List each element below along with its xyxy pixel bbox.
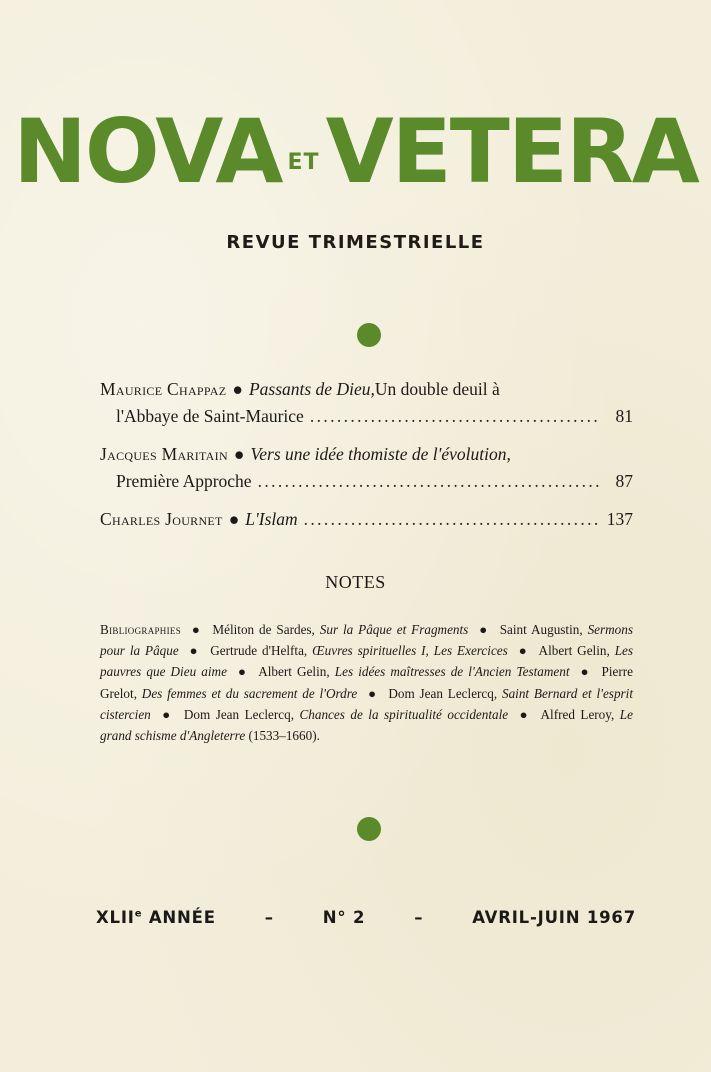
toc-entry bbox=[100, 506, 633, 533]
toc-subtitle: l'Abbaye de Saint-Maurice bbox=[116, 406, 304, 426]
bullet-icon: ● bbox=[519, 706, 530, 722]
biblio-title: Chances de la spiritualité occidentale bbox=[299, 706, 509, 722]
biblio-title: Œuvres spirituelles I, Les Exercices bbox=[312, 643, 508, 659]
masthead-et: ET bbox=[287, 149, 320, 175]
issue-footer bbox=[96, 908, 636, 927]
issue-year-sup: e bbox=[134, 908, 143, 920]
bullet-icon: ● bbox=[233, 444, 245, 464]
toc-entry-line bbox=[100, 376, 633, 403]
biblio-author: Saint Augustin, bbox=[499, 622, 588, 637]
green-dot-icon bbox=[357, 817, 381, 841]
subtitle: REVUE TRIMESTRIELLE bbox=[226, 232, 485, 253]
issue-year-word: ANNÉE bbox=[142, 908, 216, 927]
green-dot-icon bbox=[357, 323, 381, 347]
bullet-icon: ● bbox=[189, 643, 200, 659]
biblio-title: Des femmes et du sacrement de l'Ordre bbox=[141, 685, 358, 701]
footer-dash: – bbox=[414, 908, 424, 927]
bullet-icon: ● bbox=[162, 706, 173, 722]
toc-author: Maurice Chappaz bbox=[100, 379, 227, 399]
dot-leader bbox=[310, 403, 599, 430]
biblio-author: Alfred Leroy, bbox=[540, 706, 620, 722]
toc-entry-continuation bbox=[100, 403, 633, 430]
notes-heading: NOTES bbox=[325, 572, 386, 592]
dot-leader bbox=[304, 506, 599, 533]
issue-date: AVRIL-JUIN 1967 bbox=[472, 908, 636, 927]
bibliographies-label: Bibliographies bbox=[100, 622, 181, 637]
biblio-author: Albert Gelin, bbox=[258, 664, 335, 680]
bullet-icon: ● bbox=[580, 664, 591, 680]
toc-title-rest: Un double deuil à bbox=[374, 379, 500, 399]
bibliographies-paragraph bbox=[100, 619, 633, 746]
issue-year-roman: XLII bbox=[96, 908, 135, 927]
biblio-title: Les idées maîtresses de l'Ancien Testament bbox=[334, 664, 570, 680]
toc-entry-line bbox=[100, 441, 633, 468]
toc-author: Charles Journet bbox=[100, 509, 223, 529]
toc-author: Jacques Maritain bbox=[100, 444, 228, 464]
toc-entry-continuation bbox=[100, 468, 633, 495]
toc-title: L'Islam bbox=[245, 509, 298, 529]
masthead-title bbox=[0, 100, 711, 203]
bullet-icon: ● bbox=[238, 664, 248, 680]
biblio-title: Le grand schisme d'Angleterre bbox=[100, 706, 633, 744]
footer-dash: – bbox=[264, 908, 274, 927]
biblio-author: Albert Gelin, bbox=[538, 643, 615, 659]
toc-page-number: 81 bbox=[615, 406, 633, 426]
bullet-icon: ● bbox=[479, 622, 489, 637]
biblio-title: Sur la Pâque et Fragments bbox=[319, 622, 469, 637]
table-of-contents bbox=[100, 376, 633, 544]
issue-year bbox=[96, 908, 216, 927]
masthead-vetera: VETERA bbox=[325, 100, 698, 203]
bullet-icon: ● bbox=[228, 509, 240, 529]
toc-entry bbox=[100, 376, 633, 430]
dot-leader bbox=[258, 468, 599, 495]
biblio-author: Dom Jean Leclercq, bbox=[183, 706, 300, 722]
bullet-icon: ● bbox=[232, 379, 243, 399]
toc-entry bbox=[100, 441, 633, 495]
toc-page-number: 87 bbox=[615, 471, 633, 491]
bullet-icon: ● bbox=[518, 643, 529, 659]
masthead-nova: NOVA bbox=[13, 100, 282, 203]
biblio-author: Gertrude d'Helfta, bbox=[210, 643, 313, 659]
biblio-dates: (1533–1660). bbox=[245, 728, 320, 744]
toc-subtitle: Première Approche bbox=[116, 471, 252, 491]
issue-number: N° 2 bbox=[322, 908, 366, 927]
biblio-author: Dom Jean Leclercq, bbox=[388, 685, 502, 701]
toc-title: Vers une idée thomiste de l'évolution, bbox=[250, 444, 511, 464]
toc-entry-line bbox=[100, 506, 633, 533]
biblio-title: Saint Bernard et l'esprit cistercien bbox=[100, 685, 633, 722]
toc-title: Passants de Dieu, bbox=[248, 379, 375, 399]
biblio-author: Pierre Grelot, bbox=[100, 664, 634, 701]
toc-page-number: 137 bbox=[606, 509, 633, 529]
bullet-icon: ● bbox=[191, 622, 202, 637]
biblio-title: Sermons pour la Pâque bbox=[100, 622, 633, 659]
biblio-author: Méliton de Sardes, bbox=[212, 622, 320, 637]
bullet-icon: ● bbox=[368, 685, 378, 701]
biblio-title: Les pauvres que Dieu aime bbox=[100, 643, 634, 680]
